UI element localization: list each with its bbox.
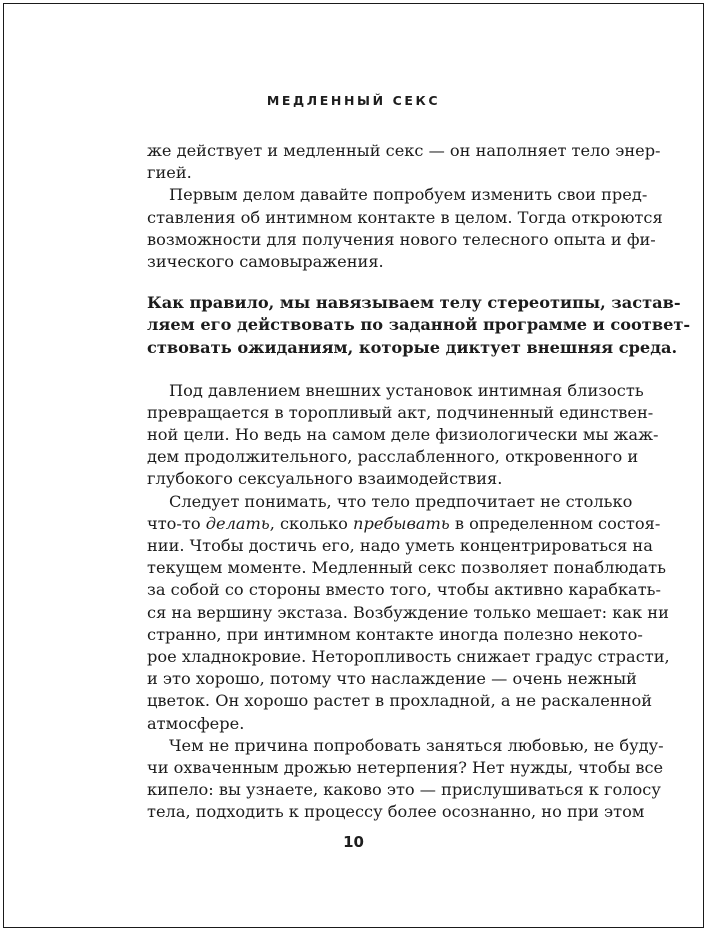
body-text bbox=[147, 140, 691, 823]
text-run: , сколько bbox=[269, 513, 354, 533]
text-line: дем продолжительного, расслабленного, откровенного и bbox=[147, 447, 639, 467]
text-line: атмосфере. bbox=[147, 713, 245, 733]
text-line: Первым делом давайте попробуем изменить свои пред- bbox=[169, 185, 648, 205]
text-line: же действует и медленный секс — он наполняет тело энер- bbox=[147, 141, 661, 160]
highlight-line: Как правило, мы навязываем телу стереотипы, застав- bbox=[147, 293, 681, 313]
text-line: превращается в торопливый акт, подчиненный единствен- bbox=[147, 402, 654, 422]
text-line: нии. Чтобы достичь его, надо уметь концентрироваться на bbox=[147, 536, 653, 555]
text-line: цветок. Он хорошо растет в прохладной, а не раскаленной bbox=[147, 691, 652, 711]
text-line: возможности для получения нового телесного опыта и фи- bbox=[147, 229, 656, 249]
text-line: тела, подходить к процессу более осознанно, но при этом bbox=[147, 802, 645, 822]
text-line: Следует понимать, что тело предпочитает не столько bbox=[169, 491, 633, 511]
text-line: чи охваченным дрожью нетерпения? Нет нужды, чтобы все bbox=[147, 757, 664, 777]
text-line: странно, при интимном контакте иногда полезно некото- bbox=[147, 624, 643, 644]
text-line: зического самовыражения. bbox=[147, 251, 384, 271]
text-line: и это хорошо, потому что наслаждение — очень нежный bbox=[147, 669, 637, 689]
text-line: ся на вершину экстаза. Возбуждение только мешает: как ни bbox=[147, 602, 669, 622]
text-line: рое хладнокровие. Неторопливость снижает градус страсти, bbox=[147, 646, 670, 666]
running-head: МЕДЛЕННЫЙ СЕКС bbox=[266, 93, 441, 108]
page-frame bbox=[3, 3, 704, 928]
text-line: за собой со стороны вместо того, чтобы активно карабкать- bbox=[147, 580, 661, 600]
text-line: текущем моменте. Медленный секс позволяет понаблюдать bbox=[147, 558, 666, 578]
text-line: глубокого сексуального взаимодействия. bbox=[147, 469, 503, 489]
italic-word: делать bbox=[205, 513, 270, 533]
text-run: что-то bbox=[147, 513, 206, 533]
page-number: 10 bbox=[343, 833, 364, 851]
spacer bbox=[147, 273, 621, 292]
text-line: кипело: вы узнаете, каково это — прислушиваться к голосу bbox=[147, 780, 661, 800]
highlight-line: ствовать ожиданиям, которые диктует внешняя среда. bbox=[147, 337, 678, 357]
text-line: Под давлением внешних установок интимная близость bbox=[169, 380, 644, 400]
spacer bbox=[147, 359, 621, 380]
text-line-with-italics bbox=[147, 513, 661, 535]
text-line: Чем не причина попробовать заняться любовью, не буду- bbox=[169, 735, 664, 755]
italic-word: пребывать bbox=[353, 513, 450, 533]
text-line: гией. bbox=[147, 163, 192, 183]
text-line: ной цели. Но ведь на самом деле физиологически мы жаж- bbox=[147, 425, 659, 445]
highlight-line: ляем его действовать по заданной программе и соответ- bbox=[147, 315, 691, 335]
text-run: в определенном состоя- bbox=[449, 513, 661, 533]
text-line: ставления об интимном контакте в целом. Тогда откроются bbox=[147, 207, 663, 227]
